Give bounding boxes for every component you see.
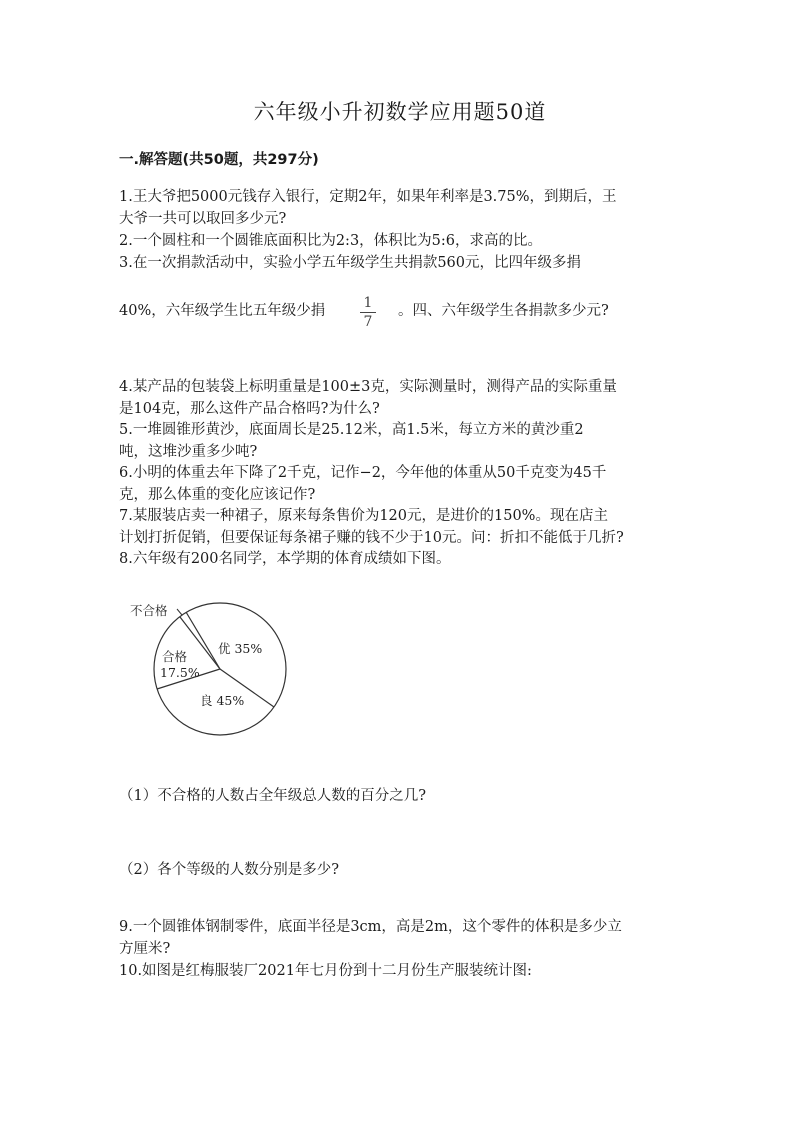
question-5-line-2: 吨，这堆沙重多少吨? — [119, 444, 258, 460]
question-10: 10.如图是红梅服装厂2021年七月份到十二月份生产服装统计图: — [119, 963, 532, 979]
question-3-line-1: 3.在一次捐款活动中，实验小学五年级学生共捐款560元，比四年级多捐 — [119, 255, 582, 271]
question-5-line-1: 5.一堆圆锥形黄沙，底面周长是25.12米，高1.5米，每立方米的黄沙重2 — [119, 422, 584, 438]
question-7-line-1: 7.某服装店卖一种裙子，原来每条售价为120元，是进价的150%。现在店主 — [119, 508, 608, 524]
question-3-line-2b: 。四、六年级学生各捐款多少元? — [398, 303, 609, 319]
fraction-numerator: 1 — [363, 295, 373, 311]
label-pass-percent: 17.5% — [160, 665, 200, 680]
grade-pie-chart — [120, 595, 300, 755]
label-fail: 不合格 — [130, 603, 168, 618]
section-header: 一.解答题(共50题，共297分) — [119, 152, 319, 168]
question-6-line-2: 克，那么体重的变化应该记作? — [119, 487, 316, 503]
fraction-denominator: 7 — [363, 314, 373, 330]
question-8: 8.六年级有200名同学，本学期的体育成绩如下图。 — [119, 551, 451, 567]
question-2: 2.一个圆柱和一个圆锥底面积比为2:3，体积比为5:6，求高的比。 — [119, 233, 543, 249]
question-1-line-2: 大爷一共可以取回多少元? — [119, 211, 287, 227]
page-title: 六年级小升初数学应用题50道 — [253, 100, 547, 124]
label-excellent: 优 35% — [218, 641, 263, 656]
question-1-line-1: 1.王大爷把5000元钱存入银行，定期2年，如果年利率是3.75%，到期后，王 — [119, 189, 617, 205]
fraction-one-seventh — [356, 295, 380, 330]
label-pass: 合格 — [162, 649, 188, 664]
question-8-part-1: （1）不合格的人数占全年级总人数的百分之几? — [119, 788, 426, 804]
question-7-line-2: 计划打折促销，但要保证每条裙子赚的钱不少于10元。问：折扣不能低于几折? — [119, 530, 624, 546]
label-good: 良 45% — [200, 693, 245, 708]
question-8-part-2: （2）各个等级的人数分别是多少? — [119, 862, 339, 878]
question-6-line-1: 6.小明的体重去年下降了2千克，记作−2，今年他的体重从50千克变为45千 — [119, 465, 607, 481]
question-9-line-2: 方厘米? — [119, 941, 171, 957]
question-9-line-1: 9.一个圆锥体钢制零件，底面半径是3cm，高是2m，这个零件的体积是多少立 — [119, 919, 622, 935]
question-4-line-2: 是104克，那么这件产品合格吗?为什么? — [119, 401, 380, 417]
question-3-line-2a: 40%，六年级学生比五年级少捐 — [119, 303, 326, 319]
pie-divider-fail-excellent — [186, 612, 220, 669]
question-4-line-1: 4.某产品的包装袋上标明重量是100±3克，实际测量时，测得产品的实际重量 — [119, 379, 617, 395]
label-leader-line — [177, 609, 182, 615]
